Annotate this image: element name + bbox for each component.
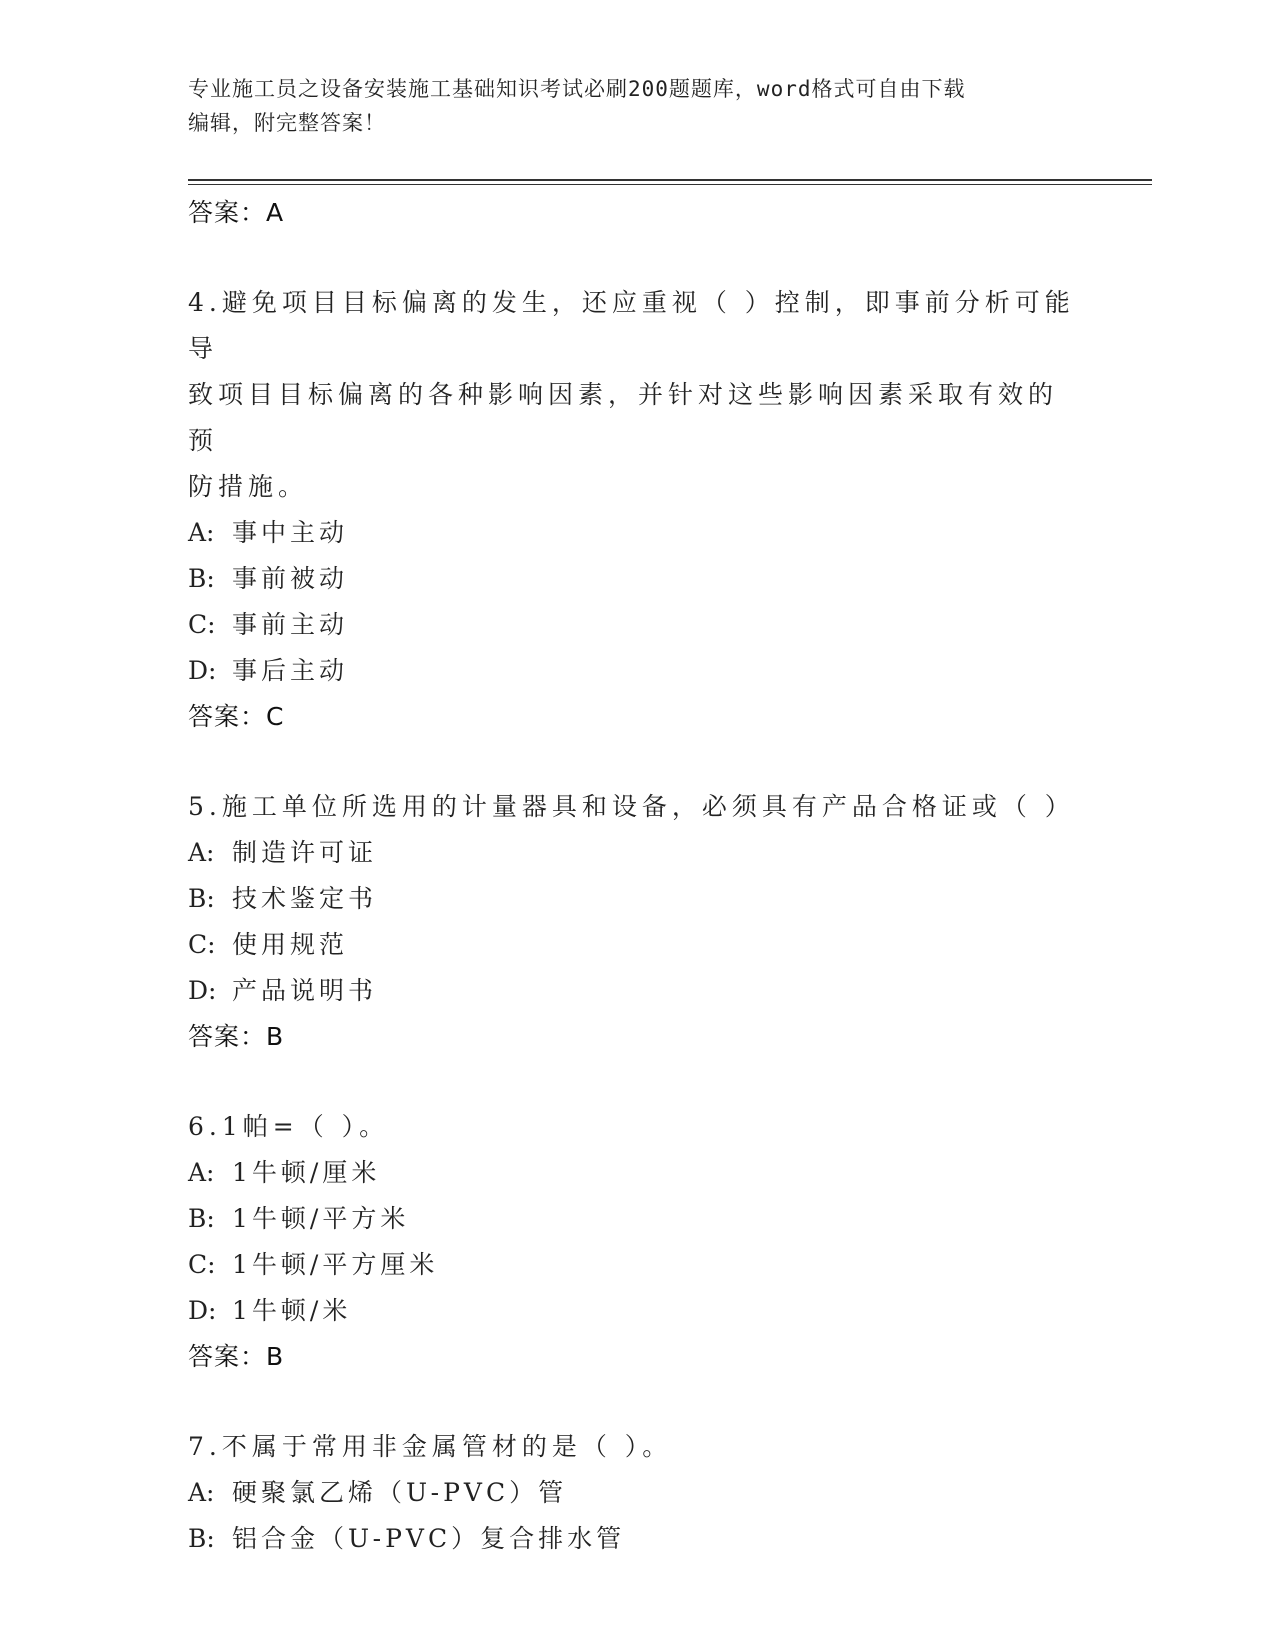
option-d bbox=[188, 1288, 1088, 1334]
option-label: A: bbox=[188, 1158, 215, 1187]
option-text: 事前主动 bbox=[232, 610, 349, 639]
option-label: A: bbox=[188, 518, 215, 547]
option-label: D: bbox=[188, 656, 217, 685]
option-text: 硬聚氯乙烯（U-PVC）管 bbox=[232, 1478, 568, 1507]
spacer bbox=[188, 1060, 1088, 1104]
option-a bbox=[188, 1470, 1088, 1516]
option-text: 1牛顿/厘米 bbox=[232, 1158, 381, 1187]
option-label: D: bbox=[188, 1296, 217, 1325]
question-block bbox=[188, 1424, 1088, 1562]
option-text: 事后主动 bbox=[232, 656, 349, 685]
option-label: D: bbox=[188, 976, 217, 1005]
option-c bbox=[188, 602, 1088, 648]
question-number: 6. bbox=[188, 1112, 222, 1141]
question-number: 7. bbox=[188, 1432, 222, 1461]
question-list bbox=[188, 190, 1088, 1562]
spacer bbox=[188, 740, 1088, 784]
question-block bbox=[188, 784, 1088, 1060]
question-block bbox=[188, 280, 1088, 740]
question-text bbox=[188, 1104, 1078, 1150]
option-label: B: bbox=[188, 564, 215, 593]
question-number: 5. bbox=[188, 792, 222, 821]
option-c bbox=[188, 922, 1088, 968]
spacer bbox=[188, 1380, 1088, 1424]
document-header bbox=[188, 72, 1068, 140]
option-b bbox=[188, 556, 1088, 602]
answer-line: 答案：A bbox=[188, 198, 285, 227]
question-text bbox=[188, 1424, 1078, 1470]
option-text: 产品说明书 bbox=[232, 976, 378, 1005]
answer-line: 答案：B bbox=[188, 1022, 285, 1051]
header-title-line-2: 编辑，附完整答案！ bbox=[188, 111, 386, 135]
answer-line: 答案：C bbox=[188, 702, 285, 731]
option-text: 1牛顿/平方米 bbox=[232, 1204, 410, 1233]
option-label: B: bbox=[188, 1204, 215, 1233]
question-text bbox=[188, 784, 1078, 830]
question-line: 施工单位所选用的计量器具和设备，必须具有产品合格证或（ ） bbox=[221, 792, 1075, 821]
spacer bbox=[188, 236, 1088, 280]
header-divider-thick bbox=[188, 179, 1152, 181]
option-label: C: bbox=[188, 930, 216, 959]
header-divider-thin bbox=[188, 184, 1152, 185]
option-text: 铝合金（U-PVC）复合排水管 bbox=[232, 1524, 626, 1553]
header-title-line-1: 专业施工员之设备安装施工基础知识考试必刷200题题库，word格式可自由下载 bbox=[188, 77, 966, 101]
option-label: A: bbox=[188, 1478, 215, 1507]
option-label: A: bbox=[188, 838, 215, 867]
option-label: B: bbox=[188, 884, 215, 913]
option-b bbox=[188, 1196, 1088, 1242]
answer-line: 答案：B bbox=[188, 1342, 285, 1371]
option-b bbox=[188, 876, 1088, 922]
question-line: 避免项目目标偏离的发生，还应重视（ ）控制，即事前分析可能导 bbox=[188, 288, 1075, 363]
option-b bbox=[188, 1516, 1088, 1562]
option-label: C: bbox=[188, 610, 216, 639]
option-text: 1牛顿/米 bbox=[232, 1296, 352, 1325]
option-a bbox=[188, 510, 1088, 556]
option-label: C: bbox=[188, 1250, 216, 1279]
question-line: 致项目目标偏离的各种影响因素，并针对这些影响因素采取有效的预 bbox=[188, 380, 1059, 455]
option-text: 1牛顿/平方厘米 bbox=[232, 1250, 439, 1279]
question-line: 不属于常用非金属管材的是（ ）。 bbox=[221, 1432, 673, 1461]
option-a bbox=[188, 1150, 1088, 1196]
question-text bbox=[188, 280, 1078, 510]
option-text: 使用规范 bbox=[232, 930, 349, 959]
option-text: 制造许可证 bbox=[232, 838, 378, 867]
option-a bbox=[188, 830, 1088, 876]
option-c bbox=[188, 1242, 1088, 1288]
question-number: 4. bbox=[188, 288, 222, 317]
option-text: 事前被动 bbox=[232, 564, 349, 593]
question-line: 防措施。 bbox=[188, 472, 309, 501]
option-text: 技术鉴定书 bbox=[232, 884, 378, 913]
question-block bbox=[188, 1104, 1088, 1380]
option-text: 事中主动 bbox=[232, 518, 349, 547]
option-label: B: bbox=[188, 1524, 215, 1553]
question-line: 1帕=（ ）。 bbox=[221, 1112, 390, 1141]
option-d bbox=[188, 648, 1088, 694]
option-d bbox=[188, 968, 1088, 1014]
